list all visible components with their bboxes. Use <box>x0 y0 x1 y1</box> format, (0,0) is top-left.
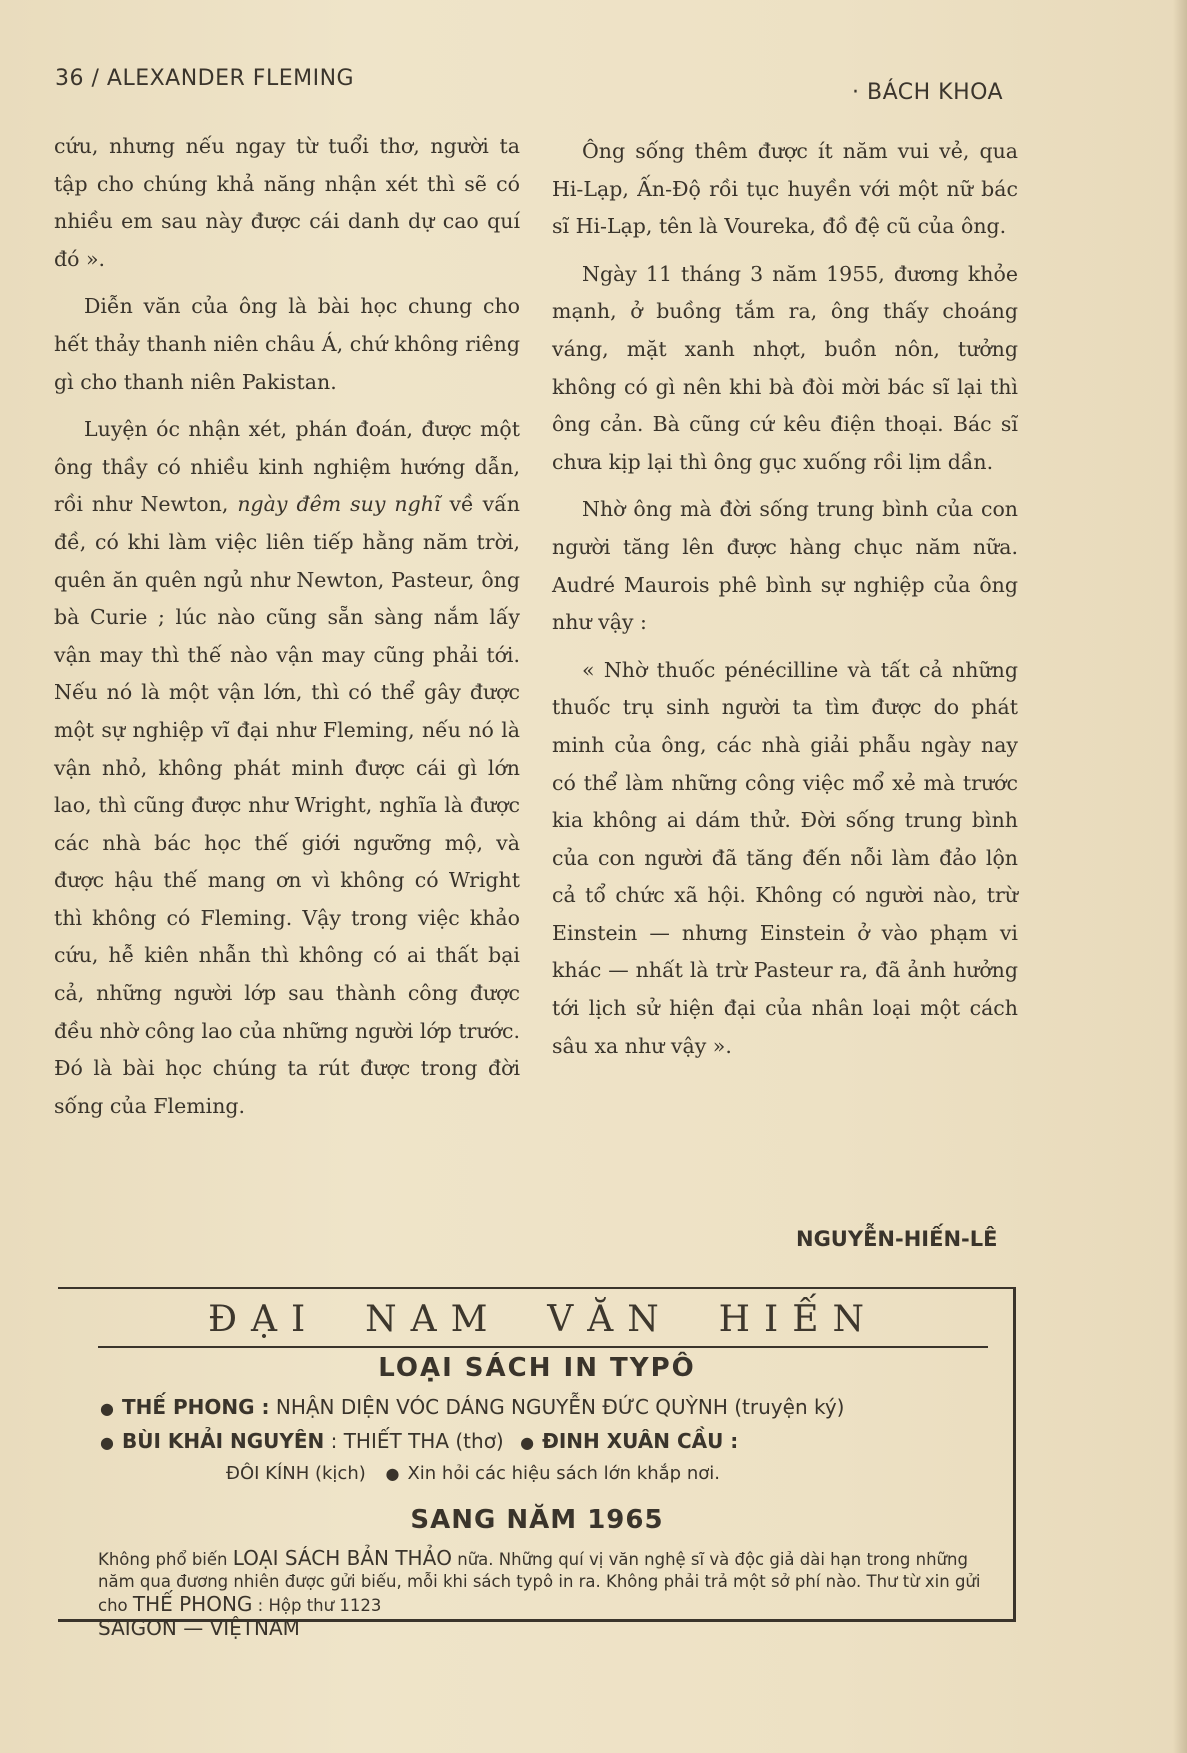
paragraph-text: về vấn đề, có khi làm việc liên tiếp hằng năm trời, quên ăn quên ngủ như Newton, Pasteur, ông bà Curie ; lúc nào cũng sẵn sàng nắm lấy vận may thì thế nào vận may cũng phải tới. Nếu nó là một vận lớn, thì có thể gây được một sự nghiệp vĩ đại như Fleming, nếu nó là vận nhỏ, không phát minh được cái gì lớn lao, thì cũng được như Wright, nghĩa là được các nhà bác học thế giới ngưỡng mộ, và được hậu thế mang ơn vì không có Wright thì không có Fleming. Vậy trong việc khảo cứu, hễ kiên nhẫn thì không có ai thất bại cả, những người lớp sau thành công được đều nhờ công lao của những người lớp trước. Đó là bài học chúng ta rút được trong đời sống của Fleming. <box>54 492 520 1118</box>
paragraph: Ngày 11 tháng 3 năm 1955, đương khỏe mạnh, ở buồng tắm ra, ông thấy choáng váng, mặt xanh nhợt, buồn nôn, tưởng không có gì nên khi bà đòi mời bác sĩ lại thì ông cản. Bà cũng cứ kêu điện thoại. Bác sĩ chưa kịp lại thì ông gục xuống rồi lịm dần. <box>552 261 1018 474</box>
ad-author: ĐINH XUÂN CẦU : <box>542 1429 739 1453</box>
bullet-icon: ● <box>385 1464 400 1483</box>
right-column <box>552 133 1018 1075</box>
ad-author: THẾ PHONG : <box>121 1395 270 1419</box>
ad-book-line <box>226 1463 720 1484</box>
ad-title-word: HIẾN <box>718 1299 878 1340</box>
ad-info: Xin hỏi các hiệu sách lớn khắp nơi. <box>407 1463 720 1484</box>
paragraph: Nhờ ông mà đời sống trung bình của con người tăng lên được hàng chục năm nữa. Audré Maurois phê bình sự nghiệp của ông như vậy : <box>552 497 1018 635</box>
ad-book-title: ĐÔI KÍNH (kịch) <box>226 1463 366 1484</box>
ad-title-word: ĐẠI <box>208 1299 320 1340</box>
advertisement-box <box>58 1287 1016 1640</box>
ad-border-right <box>1013 1289 1016 1619</box>
paragraph: Ông sống thêm được ít năm vui vẻ, qua Hi-Lạp, Ấn-Độ rồi tục huyền với một nữ bác sĩ Hi-Lạp, tên là Voureka, đồ đệ cũ của ông. <box>552 139 1018 239</box>
ad-title <box>98 1299 988 1348</box>
ad-note-text: : Hộp thư 1123 <box>252 1596 382 1615</box>
ad-note-emphasis: LOẠI SÁCH BẢN THẢO <box>232 1546 453 1570</box>
running-header-right: · BÁCH KHOA <box>852 80 1004 105</box>
ad-note-text: nữa. Những quí vị văn nghệ sĩ và độc giả dài hạn trong những năm qua đương nhiên được gửi biếu, mỗi khi sách typô in ra. Không phải trả một sở phí nào. Thư từ xin gửi cho <box>98 1550 981 1615</box>
paragraph: cứu, nhưng nếu ngay từ tuổi thơ, người ta tập cho chúng khả năng nhận xét thì sẽ có nhiều em sau này được cái danh dự cao quí đó ». <box>54 134 520 271</box>
running-header-left: 36 / ALEXANDER FLEMING <box>55 66 355 91</box>
ad-book-title: NHẬN DIỆN VÓC DÁNG NGUYỄN ĐỨC QUỲNH (truyện ký) <box>269 1395 845 1419</box>
ad-subtitle: LOẠI SÁCH IN TYPÔ <box>378 1353 696 1383</box>
ad-book-line <box>100 1429 738 1453</box>
bullet-icon: ● <box>100 1399 114 1418</box>
left-column <box>54 128 520 1135</box>
paragraph <box>54 411 520 1125</box>
ad-author: BÙI KHẢI NGUYÊN <box>121 1429 325 1453</box>
bullet-icon: ● <box>100 1433 114 1452</box>
ad-book-title: : THIẾT THA (thơ) <box>324 1429 511 1453</box>
bullet-icon: ● <box>520 1433 535 1452</box>
page-edge-shadow <box>1173 0 1187 1753</box>
ad-note <box>98 1547 998 1641</box>
ad-year-heading: SANG NĂM 1965 <box>410 1505 664 1535</box>
italic-phrase: ngày đêm suy nghĩ <box>237 492 441 517</box>
ad-note-text: Không phổ biến <box>98 1550 233 1569</box>
ad-address: SAIGON — VIỆTNAM <box>98 1616 300 1640</box>
ad-book-line <box>100 1395 844 1419</box>
paragraph-text: Luyện óc nhận xét, phán đoán, được một ông thầy có nhiều kinh nghiệm hướng dẫn, rồi như Newton, <box>54 417 520 517</box>
quotation: « Nhờ thuốc pénécilline và tất cả những thuốc trụ sinh người ta tìm được do phát minh của ông, các nhà giải phẫu ngày nay có thể làm những công việc mổ xẻ mà trước kia không ai dám thử. Đời sống trung bình của con người đã tăng đến nỗi làm đảo lộn cả tổ chức xã hội. Không có người nào, trừ Einstein — nhưng Einstein ở vào phạm vi khác — nhất là trừ Pasteur ra, đã ảnh hưởng tới lịch sử hiện đại của nhân loại một cách sâu xa như vậy ». <box>552 657 1018 1058</box>
ad-title-word: VĂN <box>547 1299 673 1340</box>
author-signature: NGUYỄN-HIẾN-LÊ <box>796 1227 998 1251</box>
paragraph: Diễn văn của ông là bài học chung cho hết thảy thanh niên châu Á, chứ không riêng gì cho thanh niên Pakistan. <box>54 294 520 394</box>
ad-note-emphasis: THẾ PHONG <box>132 1592 253 1616</box>
ad-title-word: NAM <box>365 1299 502 1340</box>
